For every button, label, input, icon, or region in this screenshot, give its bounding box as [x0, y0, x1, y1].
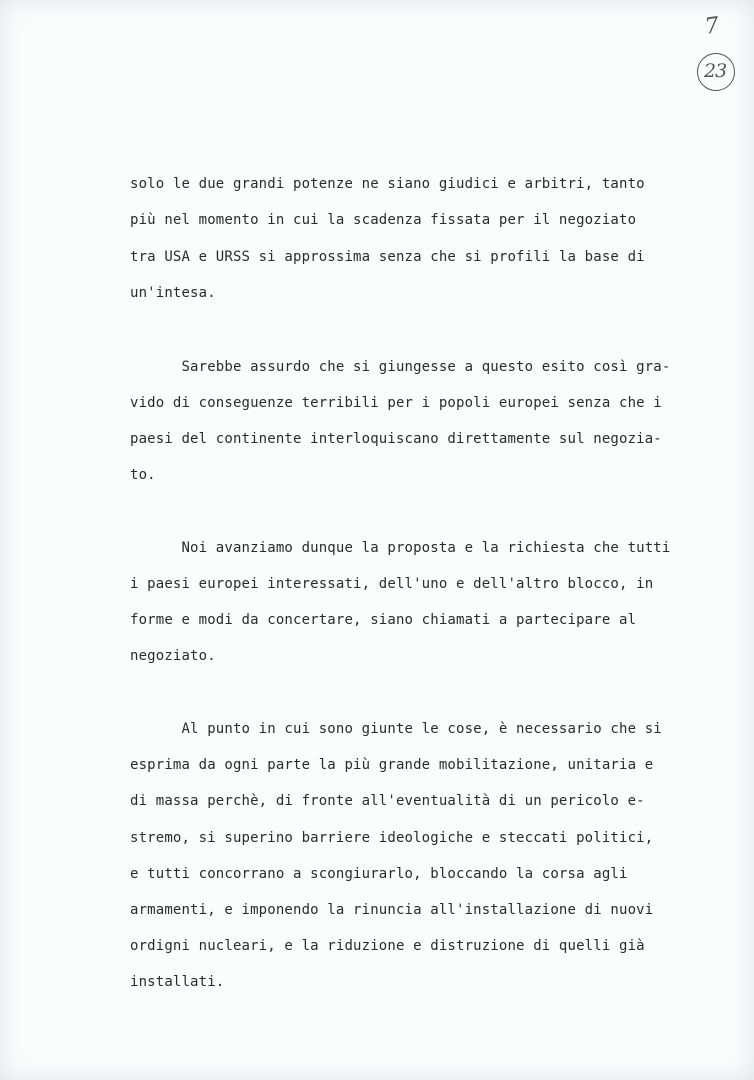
text-line: forme e modi da concertare, siano chiamati a partecipare al [130, 612, 637, 628]
text-line: i paesi europei interessati, dell'uno e dell'altro blocco, in [130, 576, 654, 592]
text-line: più nel momento in cui la scadenza fissata per il negoziato [130, 212, 637, 228]
text-line: armamenti, e imponendo la rinuncia all'installazione di nuovi [130, 902, 654, 918]
text-line: installati. [130, 974, 225, 990]
handwritten-circled-number: 23 [704, 60, 727, 82]
text-line: paesi del continente interloquiscano direttamente sul negozia- [130, 431, 662, 447]
text-line: Noi avanziamo dunque la proposta e la richiesta che tutti [130, 540, 671, 556]
text-line: solo le due grandi potenze ne siano giudici e arbitri, tanto [130, 176, 645, 192]
text-line: Sarebbe assurdo che si giungesse a questo esito così gra- [130, 359, 671, 375]
handwritten-page-mark: 7 [703, 13, 721, 40]
text-line: e tutti concorrano a scongiurarlo, bloccando la corsa agli [130, 866, 628, 882]
text-line: stremo, si superino barriere ideologiche e steccati politici, [130, 830, 654, 846]
text-line: negoziato. [130, 648, 216, 664]
text-line: esprima da ogni parte la più grande mobilitazione, unitaria e [130, 757, 654, 773]
text-line: vido di conseguenze terribili per i popoli europei senza che i [130, 395, 662, 411]
text-line: tra USA e URSS si approssima senza che si profili la base di [130, 249, 645, 265]
text-line: ordigni nucleari, e la riduzione e distruzione di quelli già [130, 938, 645, 954]
text-line: di massa perchè, di fronte all'eventualità di un pericolo e- [130, 793, 645, 809]
text-line: un'intesa. [130, 285, 216, 301]
text-line: to. [130, 467, 156, 483]
text-line: Al punto in cui sono giunte le cose, è necessario che si [130, 721, 662, 737]
